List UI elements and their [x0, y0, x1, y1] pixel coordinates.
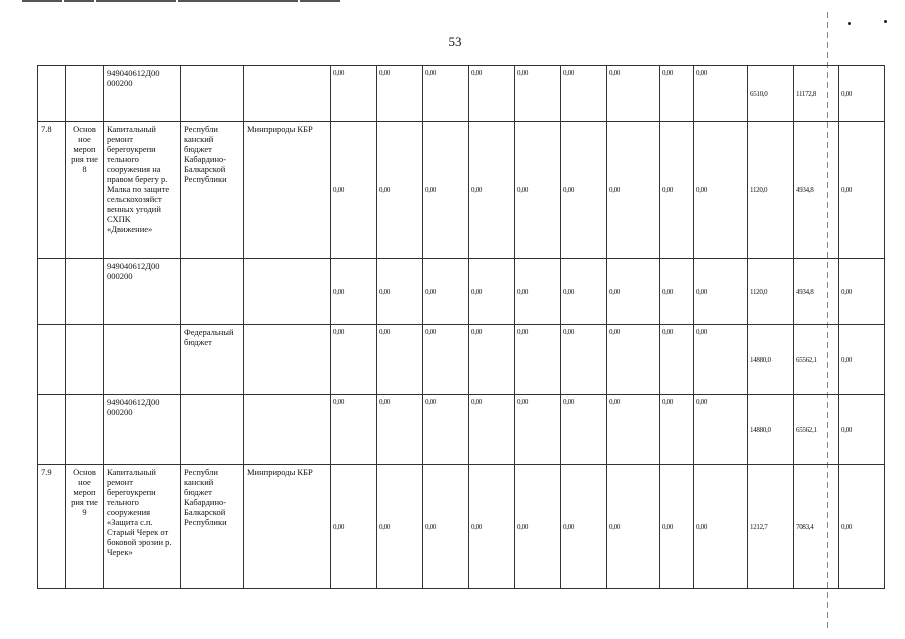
cell-number [38, 325, 66, 395]
cell-value: 1120,0 [748, 122, 794, 259]
cell-value: 0,00 [607, 325, 660, 395]
cell-value: 0,00 [607, 66, 660, 122]
cell-name: 949040612Д00 000200 [104, 395, 181, 465]
cell-value: 0,00 [377, 122, 423, 259]
cell-value: 0,00 [694, 259, 748, 325]
cell-value: 0,00 [839, 465, 885, 589]
cell-value: 0,00 [377, 66, 423, 122]
cell-number [38, 395, 66, 465]
cell-value: 0,00 [561, 465, 607, 589]
cell-value: 6510,0 [748, 66, 794, 122]
cell-value: 0,00 [607, 465, 660, 589]
cell-source [181, 66, 244, 122]
cell-value: 0,00 [469, 395, 515, 465]
cell-name: 949040612Д00 000200 [104, 259, 181, 325]
cell-name [104, 325, 181, 395]
cell-value: 0,00 [331, 122, 377, 259]
cell-source [181, 395, 244, 465]
cell-empty [885, 465, 892, 589]
cell-value: 1120,0 [748, 259, 794, 325]
cell-value: 0,00 [660, 465, 694, 589]
cell-value: 14880,0 [748, 325, 794, 395]
cell-value: 0,00 [423, 66, 469, 122]
cell-name: Капитальный ремонт берегоукрепи тельного сооружения на правом берегу р. Малка по защите сельскохозяйст венных угодий СХПК «Движение» [104, 122, 181, 259]
cell-executor [244, 259, 331, 325]
cell-value: 0,00 [469, 259, 515, 325]
cell-value: 0,00 [331, 325, 377, 395]
cell-value: 0,00 [423, 325, 469, 395]
cell-value: 0,00 [660, 395, 694, 465]
table-row [38, 395, 892, 465]
cell-number: 7.9 [38, 465, 66, 589]
cell-number [38, 66, 66, 122]
cell-value: 0,00 [660, 122, 694, 259]
cell-value: 0,00 [561, 66, 607, 122]
cell-value: 0,00 [377, 259, 423, 325]
cell-value: 0,00 [423, 259, 469, 325]
cell-source: Республи канский бюджет Кабардино-Балкарской Республики [181, 465, 244, 589]
cell-executor: Минприроды КБР [244, 465, 331, 589]
cell-number [38, 259, 66, 325]
cell-value: 0,00 [515, 325, 561, 395]
page-number: 53 [448, 34, 462, 49]
table-row [38, 325, 892, 395]
cell-value: 0,00 [839, 122, 885, 259]
cell-source: Республи канский бюджет Кабардино-Балкарской Республики [181, 122, 244, 259]
cell-type: Основ ное мероп рия тие 8 [66, 122, 104, 259]
cell-value: 14880,0 [748, 395, 794, 465]
cell-source: Федеральный бюджет [181, 325, 244, 395]
scan-dot [848, 22, 851, 25]
cell-value: 0,00 [694, 465, 748, 589]
cell-value: 0,00 [469, 465, 515, 589]
cell-executor [244, 395, 331, 465]
cell-value: 0,00 [694, 122, 748, 259]
cell-value: 0,00 [660, 66, 694, 122]
cell-value: 0,00 [607, 122, 660, 259]
table-row [38, 122, 892, 259]
cell-value: 0,00 [377, 465, 423, 589]
cell-value: 0,00 [660, 325, 694, 395]
cell-value: 0,00 [469, 122, 515, 259]
cell-value: 0,00 [469, 325, 515, 395]
cell-type [66, 66, 104, 122]
cell-value: 0,00 [423, 122, 469, 259]
table-row [38, 66, 892, 122]
cell-value: 4934,8 [794, 259, 839, 325]
cell-value: 0,00 [607, 395, 660, 465]
cell-value: 0,00 [694, 66, 748, 122]
cell-value: 0,00 [515, 66, 561, 122]
cell-value: 0,00 [423, 465, 469, 589]
cell-value: 0,00 [423, 395, 469, 465]
cell-type [66, 325, 104, 395]
cell-value: 0,00 [561, 122, 607, 259]
cell-value: 7083,4 [794, 465, 839, 589]
cell-value: 0,00 [561, 325, 607, 395]
cell-type: Основ ное мероп рия тие 9 [66, 465, 104, 589]
budget-table [37, 65, 891, 589]
cell-value: 0,00 [561, 259, 607, 325]
cell-value: 0,00 [839, 66, 885, 122]
cell-value: 0,00 [839, 259, 885, 325]
cell-executor [244, 325, 331, 395]
cell-value: 0,00 [515, 395, 561, 465]
cell-name: 949040612Д00 000200 [104, 66, 181, 122]
table-row [38, 259, 892, 325]
cell-number: 7.8 [38, 122, 66, 259]
cell-executor [244, 66, 331, 122]
cell-value: 0,00 [839, 325, 885, 395]
cell-value: 0,00 [469, 66, 515, 122]
cell-value: 0,00 [607, 259, 660, 325]
header-scan-line [22, 0, 352, 3]
cell-value: 0,00 [331, 66, 377, 122]
cell-empty [885, 325, 892, 395]
cell-empty [885, 66, 892, 122]
cell-source [181, 259, 244, 325]
cell-value: 0,00 [377, 395, 423, 465]
cell-value: 0,00 [331, 259, 377, 325]
scan-dot [884, 20, 887, 23]
cell-empty [885, 395, 892, 465]
cell-type [66, 395, 104, 465]
cell-executor: Минприроды КБР [244, 122, 331, 259]
cell-value: 0,00 [561, 395, 607, 465]
cell-value: 4934,8 [794, 122, 839, 259]
cell-value: 11172,8 [794, 66, 839, 122]
cell-type [66, 259, 104, 325]
table-row [38, 465, 892, 589]
cell-value: 0,00 [839, 395, 885, 465]
cell-value: 0,00 [694, 395, 748, 465]
cell-value: 0,00 [515, 122, 561, 259]
cell-value: 0,00 [515, 259, 561, 325]
cell-value: 1212,7 [748, 465, 794, 589]
cell-name: Капитальный ремонт берегоукрепи тельного сооружения «Защита с.п. Старый Черек от боковой эрозии р. Черек» [104, 465, 181, 589]
cell-value: 0,00 [694, 325, 748, 395]
cell-empty [885, 122, 892, 259]
cell-value: 0,00 [331, 395, 377, 465]
cell-value: 0,00 [515, 465, 561, 589]
cell-empty [885, 259, 892, 325]
cell-value: 65562,1 [794, 395, 839, 465]
cell-value: 65562,1 [794, 325, 839, 395]
cell-value: 0,00 [660, 259, 694, 325]
cell-value: 0,00 [331, 465, 377, 589]
cell-value: 0,00 [377, 325, 423, 395]
